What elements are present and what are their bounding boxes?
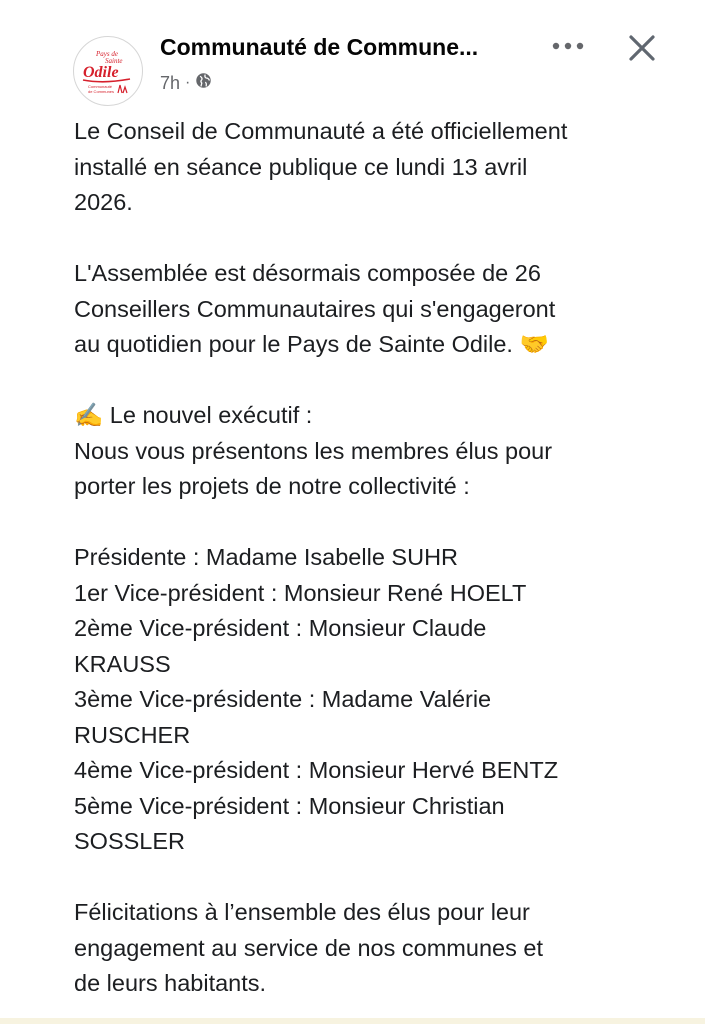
- logo-text-line5: de Communes: [88, 89, 115, 94]
- more-horizontal-icon: [551, 42, 585, 50]
- text-line: SOSSLER: [74, 828, 186, 854]
- post-timestamp[interactable]: 7h: [160, 72, 181, 93]
- paragraph-installation: [74, 114, 674, 221]
- text-line: Nous vous présentons les membres élus pour: [74, 437, 553, 464]
- post-header: [0, 22, 705, 102]
- paragraph-executive-members: [74, 540, 674, 860]
- close-button[interactable]: [620, 26, 664, 70]
- text-line: Félicitations à l’ensemble des élus pour leur: [74, 899, 530, 925]
- text-line: KRAUSS: [74, 650, 171, 677]
- text-line: 2ème Vice-président : Monsieur Claude: [74, 615, 487, 641]
- text-line: Présidente : Madame Isabelle SUHR: [74, 544, 459, 570]
- text-line: porter les projets de notre collectivité :: [74, 473, 470, 499]
- text-line: Le Conseil de Communauté a été officiellement: [74, 118, 568, 144]
- text-line: RUSCHER: [74, 721, 191, 748]
- text-line: L'Assemblée est désormais composée de 26: [74, 260, 541, 286]
- text-line: engagement au service de nos communes et: [74, 934, 543, 961]
- meta-separator: ·: [185, 74, 191, 91]
- page-name-link[interactable]: Communauté de Commune...: [160, 34, 479, 60]
- text-line: 2026.: [74, 189, 133, 215]
- pays-sainte-odile-logo: [74, 37, 142, 105]
- text-line: 1er Vice-président : Monsieur René HOELT: [74, 579, 527, 606]
- close-icon: [627, 33, 657, 63]
- post-body-text: [74, 114, 674, 1002]
- more-options-button[interactable]: [546, 28, 590, 64]
- logo-text-line3: Odile: [83, 64, 119, 81]
- logo-text-line2: Sainte: [105, 57, 123, 65]
- bottom-edge: [0, 1018, 705, 1024]
- text-line: ✍️ Le nouvel exécutif :: [74, 402, 313, 428]
- text-line: 4ème Vice-président : Monsieur Hervé BENTZ: [74, 757, 559, 783]
- text-line: Conseillers Communautaires qui s'engageront: [74, 295, 556, 322]
- text-line: au quotidien pour le Pays de Sainte Odile. 🤝: [74, 331, 549, 357]
- paragraph-executive-intro: [74, 398, 674, 505]
- paragraph-congratulations: [74, 895, 674, 1002]
- globe-icon: [195, 72, 212, 94]
- text-line: installé en séance publique ce lundi 13 avril: [74, 153, 528, 180]
- text-line: de leurs habitants.: [74, 970, 267, 996]
- text-line: 3ème Vice-présidente : Madame Valérie: [74, 686, 492, 712]
- logo-text-line4: Communauté: [88, 84, 113, 89]
- logo-text-line1: Pays de: [96, 50, 118, 58]
- page-avatar[interactable]: [73, 36, 143, 106]
- paragraph-assembly: [74, 256, 674, 363]
- post-meta: [160, 72, 212, 94]
- text-line: 5ème Vice-président : Monsieur Christian: [74, 792, 505, 819]
